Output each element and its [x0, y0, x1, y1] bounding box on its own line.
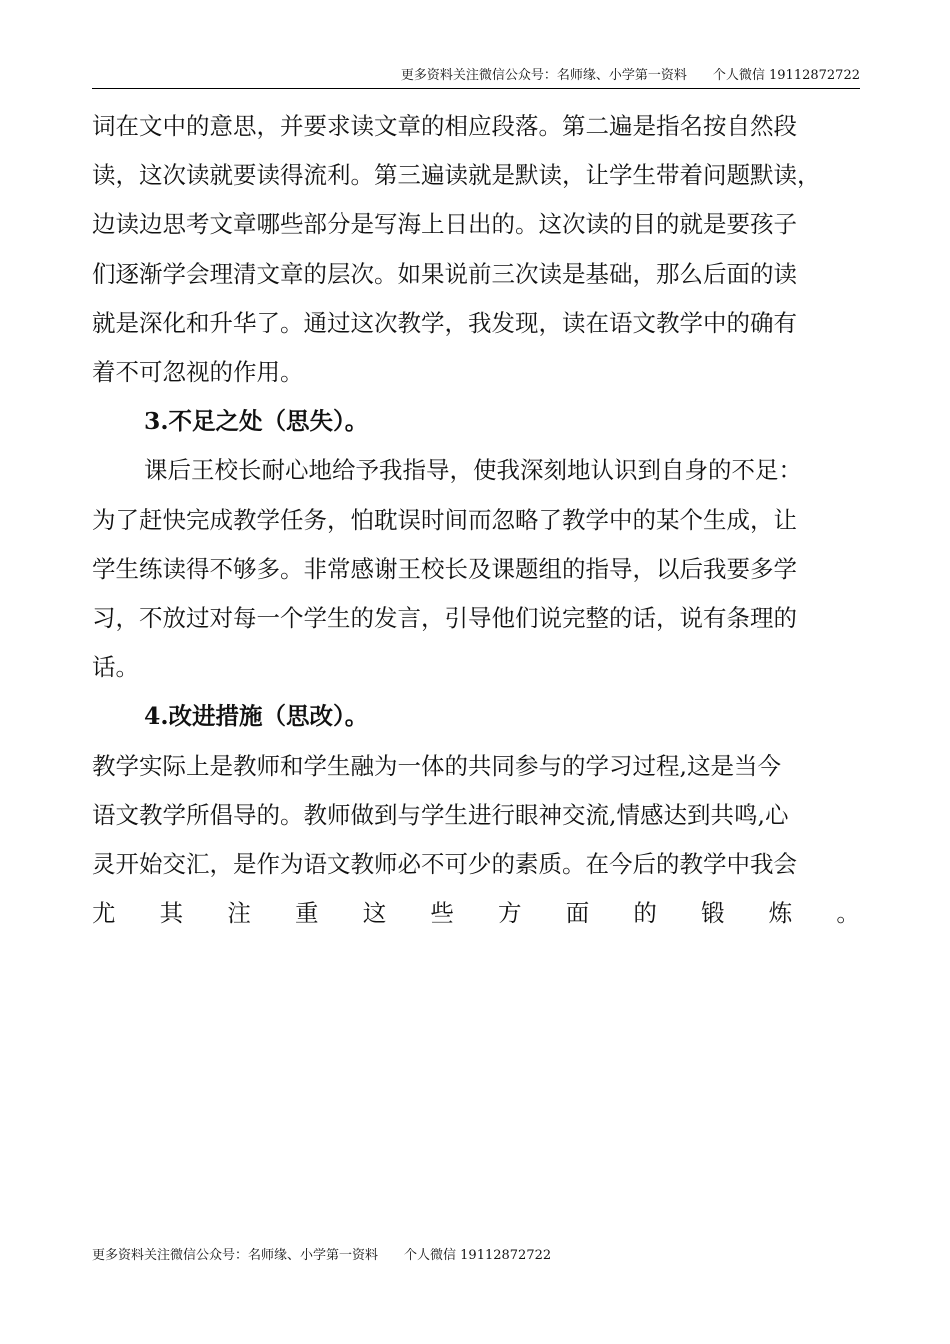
footer-source-text: 更多资料关注微信公众号：名师缘、小学第一资料 [92, 1248, 379, 1263]
text-line: 课后王校长耐心地给予我指导，使我深刻地认识到自身的不足： [144, 456, 802, 485]
section-heading-improvements: 4.改进措施（思改）。 [144, 702, 369, 731]
char: 这 [362, 899, 387, 928]
text-line: 话。 [92, 653, 139, 682]
char: 。 [836, 899, 860, 928]
char: 方 [498, 899, 522, 928]
char: 注 [227, 899, 251, 928]
justified-last-line [92, 889, 860, 938]
char: 尤 [92, 899, 116, 928]
text-line: 边读边思考文章哪些部分是写海上日出的。这次读的目的就是要孩子 [92, 210, 797, 239]
char: 炼 [768, 899, 793, 928]
char: 的 [633, 899, 657, 928]
text-line: 为了赶快完成教学任务，怕耽误时间而忽略了教学中的某个生成，让 [92, 505, 797, 534]
header-source-text: 更多资料关注微信公众号：名师缘、小学第一资料 [400, 68, 687, 83]
section-heading-shortcomings: 3.不足之处（思失）。 [144, 407, 369, 436]
text-line: 习，不放过对每一个学生的发言，引导他们说完整的话，说有条理的 [92, 604, 797, 633]
paragraph-shortcomings [92, 446, 860, 692]
text-line: 词在文中的意思，并要求读文章的相应段落。第二遍是指名按自然段 [92, 112, 797, 140]
char: 些 [430, 899, 454, 928]
char: 面 [565, 899, 590, 928]
footer-contact-text: 个人微信 19112872722 [404, 1248, 552, 1263]
text-line: 们逐渐学会理清文章的层次。如果说前三次读是基础，那么后面的读 [92, 259, 797, 288]
char: 锻 [701, 899, 725, 928]
paragraph-reading-method [92, 102, 860, 397]
text-line: 灵开始交汇，是作为语文教师必不可少的素质。在今后的教学中我会 [92, 850, 797, 879]
header-contact-text: 个人微信 19112872722 [712, 68, 860, 83]
text-line: 读，这次读就要读得流利。第三遍读就是默读，让学生带着问题默读， [92, 161, 821, 190]
text-line: 语文教学所倡导的。教师做到与学生进行眼神交流,情感达到共鸣,心 [92, 800, 789, 829]
page-header [92, 66, 860, 89]
text-line: 学生练读得不够多。非常感谢王校长及课题组的指导，以后我要多学 [92, 554, 797, 583]
char: 其 [159, 899, 184, 928]
paragraph-improvements [92, 742, 860, 939]
document-body [92, 102, 860, 938]
page-footer [92, 1246, 551, 1266]
text-line: 教学实际上是教师和学生融为一体的共同参与的学习过程,这是当今 [92, 751, 781, 780]
text-line: 着不可忽视的作用。 [92, 358, 304, 387]
text-line: 就是深化和升华了。通过这次教学，我发现，读在语文教学中的确有 [92, 308, 797, 337]
char: 重 [295, 899, 319, 928]
